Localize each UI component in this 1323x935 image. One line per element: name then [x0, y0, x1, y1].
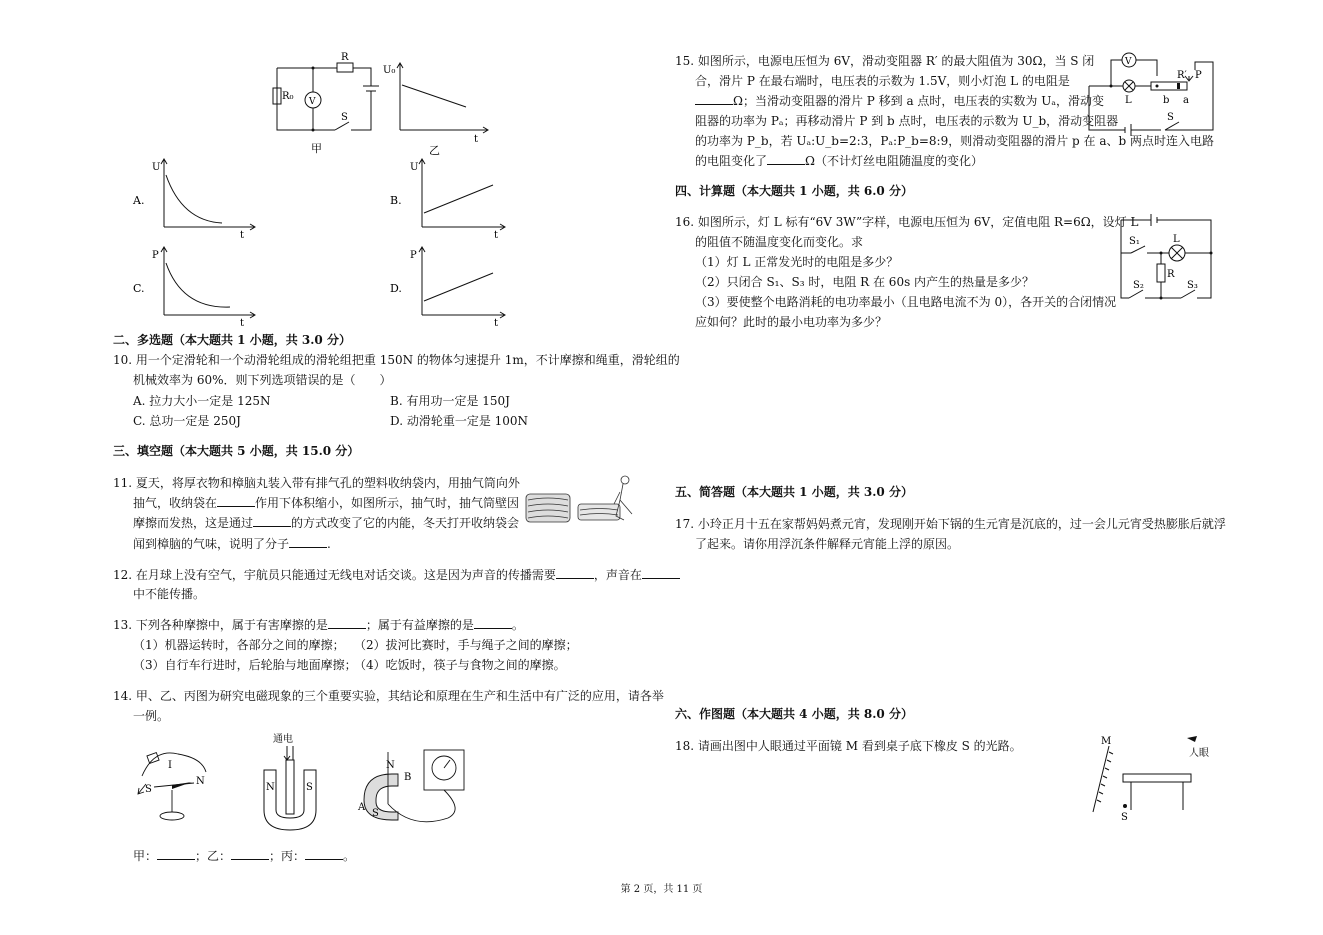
q15-line-2: 合，滑片 P 在最右端时，电压表的示数为 1.5V，则小灯泡 L 的电阻是 [695, 74, 1070, 88]
q9-circuit-diagram [265, 50, 385, 160]
q17-line-2: 了起来。请你用浮沉条件解释元宵能上浮的原因。 [695, 537, 960, 551]
q9-option-a-label: A. [133, 194, 145, 207]
q14-figure-bing [352, 740, 477, 830]
q16-subq-3a: （3）要使整个电路消耗的电功率最小（且电路电流不为 0），各开关的合闭情况 [695, 295, 1117, 309]
q16-subq-3b: 应如何？此时的最小电功率为多少？ [695, 315, 888, 329]
q9-option-d-label: D. [390, 282, 402, 295]
q14-yi-label-n: N [266, 782, 275, 793]
q11-storage-bag-picture [520, 470, 650, 532]
q11-line-2: 抽气，收纳袋在 作用下体积缩小，如图所示，抽气时，抽气筒壁因 [133, 496, 520, 510]
section-6-title: 六、作图题（本大题共 4 小题，共 8.0 分） [675, 707, 913, 721]
q12-line-1: 12. 在月球上没有空气，宇航员只能通过无线电对话交谈。这是因为声音的传播需要 ，声音在 [113, 567, 680, 583]
q9-option-d-t: t [494, 318, 499, 328]
q9-yi-t: t [474, 134, 479, 145]
q9-option-c-axis: P [152, 250, 159, 261]
q10-line-1: 10. 用一个定滑轮和一个动滑轮组成的滑轮组把重 150N 的物体匀速提升 1m，不计摩擦和绳重，滑轮组的 [113, 353, 680, 367]
q9-option-b-graph [388, 155, 508, 240]
q13-item-4: （4）吃饭时，筷子与食物之间的摩擦。 [354, 658, 566, 672]
q14-bing-label-n: N [386, 760, 395, 771]
q10-option-d: D. 动滑轮重一定是 100N [390, 414, 529, 428]
q16-line-1: 16. 如图所示，灯 L 标有“6V 3W”字样，电源电压恒为 6V，定值电阻 R=6Ω，设灯 L [675, 215, 1139, 229]
q9-label-yi: 乙 [429, 144, 440, 157]
q14-jia-label-s: S [145, 784, 152, 795]
q15-line-4: 阻器的功率为 Pₐ；再移动滑片 P 到 b 点时，电压表的示数为 U_b，滑动变阻器 [695, 114, 1119, 128]
page-footer: 第 2 页，共 11 页 [620, 884, 703, 895]
q16-label-s2: S₂ [1133, 280, 1144, 291]
q9-option-d-axis: P [410, 250, 417, 261]
q13-item-2: （2）拔河比赛时，手与绳子之间的摩擦； [354, 638, 578, 652]
q9-option-c-t: t [240, 318, 245, 328]
q15-label-b: b [1163, 95, 1170, 106]
q14-figure-jia [128, 740, 218, 830]
q16-label-s3: S₃ [1187, 280, 1198, 291]
q14-jia-label-n: N [196, 776, 205, 787]
q9-label-r0: R₀ [282, 91, 294, 102]
q9-graph-yi [380, 55, 490, 160]
q13-item-3: （3）自行车行进时，后轮胎与地面摩擦； [133, 658, 357, 672]
q10-line-2: 机械效率为 60%．则下列选项错误的是（ ） [133, 373, 392, 387]
q16-label-r: R [1167, 269, 1175, 280]
section-3-title: 三、填空题（本大题共 5 小题，共 15.0 分） [113, 444, 360, 458]
q12-line-2: 中不能传播。 [133, 587, 206, 601]
q9-label-r: R [341, 52, 349, 63]
q15-label-s: S [1167, 112, 1174, 123]
q13-line-1: 13. 下列各种摩擦中，属于有害摩擦的是 ；属于有益摩擦的是 。 [113, 618, 524, 632]
q15-line-6: 的电阻变化了 Ω（不计灯丝电阻随温度的变化） [695, 154, 983, 168]
q14-bing-label-a: A [358, 802, 366, 813]
q18-mirror-table-figure [1085, 732, 1215, 827]
q10-option-c: C. 总功一定是 250J [133, 414, 241, 428]
q14-line-2: 一例。 [133, 709, 170, 723]
q9-option-c-label: C. [133, 282, 145, 295]
q10-option-b: B. 有用功一定是 150J [390, 394, 510, 408]
q18-line-1: 18. 请画出图中人眼通过平面镜 M 看到桌子底下橡皮 S 的光路。 [675, 739, 1022, 753]
q17-line-1: 17. 小玲正月十五在家帮妈妈煮元宵，发现刚开始下锅的生元宵是沉底的，过一会儿元宵受热膨胀后就浮 [675, 517, 1226, 531]
q9-option-b-label: B. [390, 194, 402, 207]
q18-label-s: S [1121, 812, 1128, 823]
q9-option-d-graph [388, 243, 508, 328]
q11-line-1: 11. 夏天，将厚衣物和樟脑丸装入带有排气孔的塑料收纳袋内，用抽气筒向外 [113, 476, 520, 490]
q16-label-l: L [1173, 234, 1180, 245]
q9-label-s: S [341, 112, 348, 123]
q9-yi-axis: U₀ [383, 65, 396, 76]
q9-label-jia: 甲 [311, 142, 322, 155]
q9-option-b-t: t [494, 230, 499, 240]
q9-option-b-axis: U [410, 162, 419, 173]
q14-line-1: 14. 甲、乙、丙图为研究电磁现象的三个重要实验，其结论和原理在生产和生活中有广泛的应用，请各举 [113, 689, 664, 703]
q16-line-2: 的阻值不随温度变化而变化。求 [695, 235, 864, 249]
q15-line-1: 15. 如图所示，电源电压恒为 6V，滑动变阻器 R′ 的最大阻值为 30Ω，当 S 闭 [675, 54, 1095, 68]
q14-answer-line: 甲： ；乙： ；丙： 。 [133, 849, 356, 863]
q15-circuit-diagram [1085, 48, 1220, 138]
q9-option-a-graph [130, 155, 260, 240]
q14-jia-label-i: I [168, 760, 172, 771]
q11-line-3: 摩擦而发热，这是通过 的方式改变了它的内能，冬天打开收纳袋会 [133, 516, 520, 530]
q13-item-1: （1）机器运转时，各部分之间的摩擦； [133, 638, 345, 652]
q10-option-a: A. 拉力大小一定是 125N [133, 394, 271, 408]
q18-label-eye: 人眼 [1189, 748, 1209, 759]
q15-label-a: a [1183, 95, 1189, 106]
q15-label-l: L [1125, 95, 1132, 106]
section-2-title: 二、多选题（本大题共 1 小题，共 3.0 分） [113, 333, 351, 347]
q14-bing-label-s: S [372, 808, 379, 819]
q14-figure-yi [256, 730, 326, 840]
section-4-title: 四、计算题（本大题共 1 小题，共 6.0 分） [675, 184, 913, 198]
q14-bing-label-b: B [404, 772, 412, 783]
q16-label-s1: S₁ [1129, 236, 1140, 247]
q15-label-p: P [1195, 70, 1202, 81]
q15-line-3: Ω；当滑动变阻器的滑片 P 移到 a 点时，电压表的实数为 Uₐ，滑动变 [695, 93, 1104, 109]
q16-circuit-diagram [1115, 210, 1220, 305]
q16-subq-2: （2）只闭合 S₁、S₃ 时，电阻 R 在 60s 内产生的热量是多少？ [695, 275, 1035, 289]
q14-yi-label-s: S [306, 782, 313, 793]
q16-subq-1: （1）灯 L 正常发光时的电阻是多少？ [695, 255, 899, 269]
q15-label-v: V [1125, 57, 1132, 67]
q18-label-m: M [1101, 736, 1112, 747]
q9-option-a-axis: U [152, 162, 161, 173]
q9-label-v: V [309, 97, 316, 107]
q15-line-5: 的功率为 P_b，若 Uₐ:U_b=2:3，Pₐ:P_b=8:9，则滑动变阻器的滑片 p 在 a、b 两点时连入电路 [695, 134, 1214, 148]
q9-option-c-graph [130, 243, 260, 328]
section-5-title: 五、简答题（本大题共 1 小题，共 3.0 分） [675, 485, 913, 499]
q11-line-4: 闻到樟脑的气味，说明了分子 . [133, 537, 331, 551]
q15-label-r: R′ [1177, 70, 1187, 81]
q9-option-a-t: t [240, 230, 245, 240]
q14-yi-label-tongdian: 通电 [273, 734, 293, 745]
